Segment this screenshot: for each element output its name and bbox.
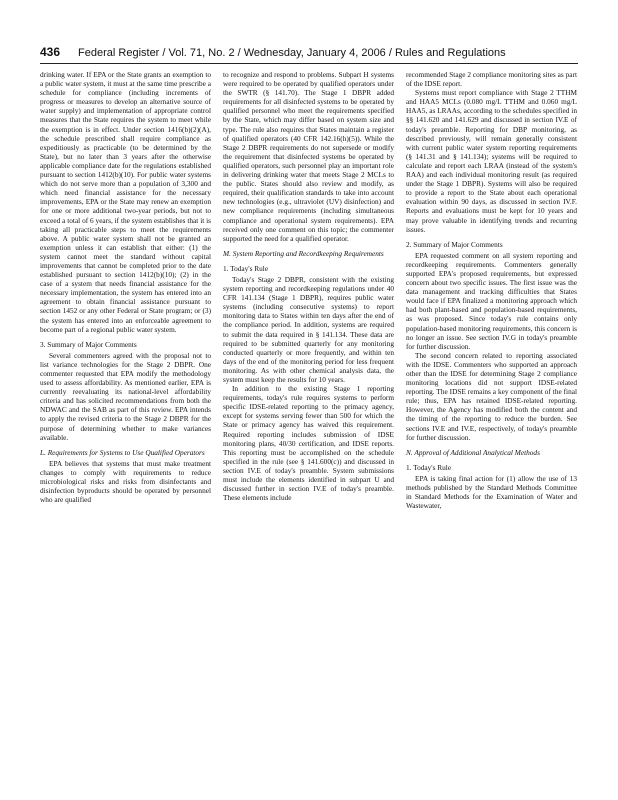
- paragraph: recommended Stage 2 compliance monitoring sites as part of the IDSE report.: [406, 70, 577, 89]
- section-subheading: M. System Reporting and Recordkeeping Requirements: [223, 248, 384, 258]
- paragraph: EPA is taking final action for (1) allow the use of 13 methods published by the Standard Methods Committee in Standard Methods for the Examination of Water and Wastewater,: [406, 473, 577, 511]
- section-heading: 1. Today's Rule: [406, 462, 452, 472]
- paragraph: to recognize and respond to problems. Subpart H systems were required to be operated by qualified operators under the SWTR (§ 141.70). The Stage 1 DBPR added requirements for all disinfected systems to be operated by qualified personnel who meet the requirements specified by the State, which may differ based on system size and type. The rule also requires that States maintain a register of qualified operators (40 CFR 142.16(h)(5)). While the Stage 2 DBPR requirements do not supersede or modify the requirement that disinfected systems be operated by qualified operators, such personnel play an important role in delivering drinking water that meets Stage 2 MCLs to the public. States should also review and modify, as required, their qualification standards to take into account new technologies (e.g., ultraviolet (UV) disinfection) and new compliance requirements (including simultaneous compliance and operational system requirements). EPA received only one comment on this topic; the commenter supported the need for a qualified operator.: [223, 70, 394, 243]
- paragraph: Today's Stage 2 DBPR, consistent with the existing system reporting and recordkeeping regulations under 40 CFR 141.134 (Stage 1 DBPR), requires public water systems (including consecutive systems) to report monitoring data to States within ten days after the end of the compliance period. In addition, systems are required to submit the data required in § 141.134. These data are required to be submitted quarterly for any monitoring conducted quarterly or more frequently, and within ten days of the end of the monitoring period for less frequent monitoring. As with other chemical analysis data, the system must keep the results for 10 years.: [223, 274, 394, 384]
- paragraph: Systems must report compliance with Stage 2 TTHM and HAA5 MCLs (0.080 mg/L TTHM and 0.060 mg/L HAA5, as LRAAs, according to the schedules specified in §§ 141.620 and 141.629 and discussed in section IV.E of today's preamble. Reporting for DBP monitoring, as described previously, will remain generally consistent with current public water system reporting requirements (§ 141.31 and § 141.134); systems will be required to calculate and report each LRAA (instead of the system's RAA) and each individual monitoring result (as required under the Stage 1 DBPR). Systems will also be required to provide a report to the State about each operational evaluation within 90 days, as discussed in section IV.F. Reports and evaluations must be kept for 10 years and may prove valuable in identifying trends and recurring issues.: [406, 88, 577, 234]
- section-heading: 3. Summary of Major Comments: [40, 339, 137, 349]
- running-header-title: Federal Register / Vol. 71, No. 2 / Wednesday, January 4, 2006 / Rules and Regulations: [78, 47, 506, 59]
- section-heading: 1. Today's Rule: [223, 263, 269, 273]
- text-columns: [40, 70, 578, 510]
- column-middle: [223, 70, 394, 510]
- paragraph: The second concern related to reporting associated with the IDSE. Commenters who supported an approach other than the IDSE for determining Stage 2 compliance monitoring locations did not support IDSE-related reporting. The IDSE remains a key component of the final rule; thus, EPA has retained IDSE-related reporting. However, the Agency has modified both the content and the timing of the reporting to reduce the burden. See sections IV.E and IV.E, respectively, of today's preamble for further discussion.: [406, 350, 577, 442]
- paragraph: EPA believes that systems that must make treatment changes to comply with requirements to reduce microbiological risks and risks from disinfectants and disinfection byproducts should be operated by personnel who are qualified: [40, 458, 211, 505]
- page-number: 436: [40, 45, 61, 59]
- paragraph: EPA requested comment on all system reporting and recordkeeping requirements. Commenters generally supported EPA's proposed requirements, but expressed concern about two specific issues. The first issue was the data management and tracking difficulties that States would face if EPA finalized a monitoring approach which had both plant-based and population-based requirements, as was proposed. Since today's rule contains only population-based monitoring requirements, this concern is no longer an issue. See section IV.G in today's preamble for further discussion.: [406, 250, 577, 351]
- paragraph: In addition to the existing Stage 1 reporting requirements, today's rule requires systems to perform specific IDSE-related reporting to the primacy agency, except for systems serving fewer than 500 for which the State or primacy agency has waived this requirement. Required reporting includes submission of IDSE monitoring plans, 40/30 certification, and IDSE reports. This reporting must be accomplished on the schedule specified in the rule (see § 141.600(c)) and discussed in section IV.E of today's preamble. System submissions must include the elements identified in subpart U and discussed further in section IV.E of today's preamble. These elements include: [223, 384, 394, 503]
- section-subheading: L. Requirements for Systems to Use Qualified Operators: [40, 447, 205, 457]
- column-right: [406, 70, 577, 510]
- paragraph: Several commenters agreed with the proposal not to list variance technologies for the Stage 2 DBPR. One commenter requested that EPA modify the methodology used to assess affordability. As mentioned earlier, EPA is currently reevaluating its national-level affordability criteria and has solicited recommendations from both the NDWAC and the SAB as part of this review. EPA intends to apply the revised criteria to the Stage 2 DBPR for the purpose of determining whether to make variances available.: [40, 350, 211, 442]
- section-heading: 2. Summary of Major Comments: [406, 239, 503, 249]
- paragraph: drinking water. If EPA or the State grants an exemption to a public water system, it must at the same time prescribe a schedule for compliance (including increments of progress or measures to develop an alternative source of water supply) and implementation of appropriate control measures that the State requires the system to meet while the exemption is in effect. Under section 1416(b)(2)(A), the schedule prescribed shall require compliance as expeditiously as practicable (to be determined by the State), but no later than 3 years after the otherwise applicable compliance date for the regulations established pursuant to section 1412(b)(10). For public water systems which do not serve more than a population of 3,300 and which need financial assistance for the necessary improvements, EPA or the State may renew an exemption for one or more additional two-year periods, but not to exceed a total of 6 years, if the system establishes that it is taking all practicable steps to meet the requirements above. A public water system shall not be granted an exemption unless it can establish that either: (1) the system cannot meet the standard without capital improvements that cannot be completed prior to the date established pursuant to section 1412(b)(10); (2) in the case of a system that needs financial assistance for the necessary implementation, the system has entered into an agreement to obtain financial assistance pursuant to section 1452 or any other Federal or State program; or (3) the system has entered into an enforceable agreement to become part of a regional public water system.: [40, 70, 211, 334]
- section-subheading: N. Approval of Additional Analytical Methods: [406, 447, 540, 457]
- column-left: [40, 70, 211, 510]
- page-header: [40, 46, 578, 64]
